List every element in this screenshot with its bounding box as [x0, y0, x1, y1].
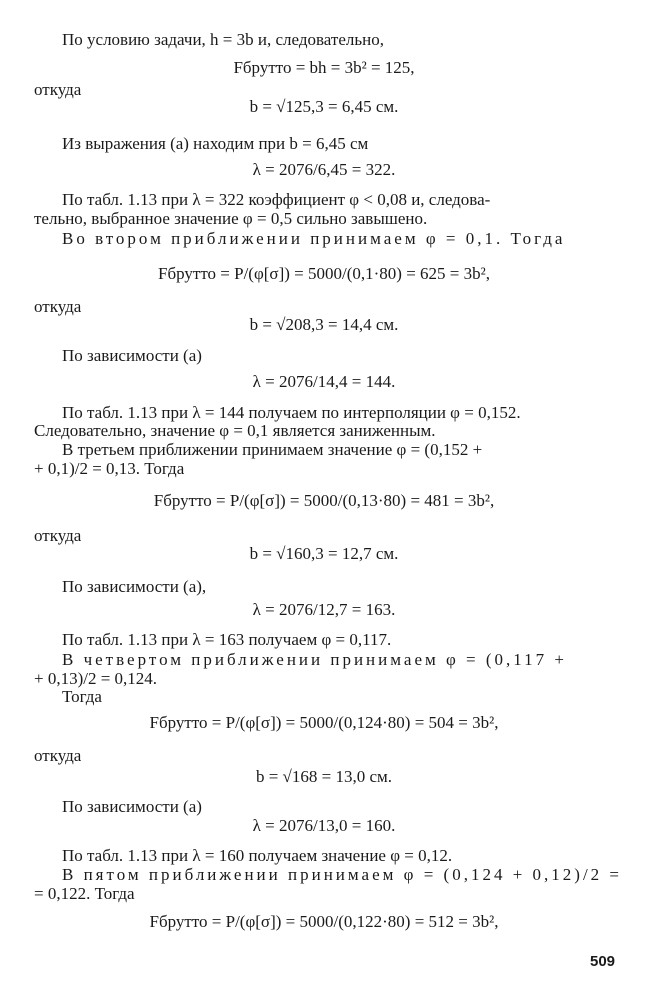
formula: λ = 2076/14,4 = 144. [252, 372, 396, 391]
text-line: В третьем приближении принимаем значение φ = (0,152 + [62, 440, 483, 459]
text-line: По табл. 1.13 при λ = 160 получаем значение φ = 0,12. [62, 846, 453, 865]
text-line: откуда [34, 297, 82, 316]
text-line: откуда [34, 746, 82, 765]
text-line: Из выражения (а) находим при b = 6,45 см [62, 134, 369, 153]
text-line: По зависимости (а) [62, 797, 202, 816]
formula: b = √168 = 13,0 см. [255, 767, 393, 786]
formula: Fбрутто = P/(φ[σ]) = 5000/(0,1·80) = 625 = 3b², [158, 264, 490, 283]
text-line: По табл. 1.13 при λ = 322 коэффициент φ < 0,08 и, следова- [62, 190, 491, 209]
text-line: тельно, выбранное значение φ = 0,5 сильно завышено. [34, 209, 428, 228]
text-line: + 0,13)/2 = 0,124. [34, 669, 158, 688]
text-line: Во втором приближении принимаем φ = 0,1. Тогда [62, 229, 566, 248]
formula: Fбрутто = P/(φ[σ]) = 5000/(0,122·80) = 512 = 3b², [149, 912, 499, 931]
formula: Fбрутто = bh = 3b² = 125, [233, 58, 415, 77]
text-line: + 0,1)/2 = 0,13. Тогда [34, 459, 185, 478]
text-line: В пятом приближении принимаем φ = (0,124 + 0,12)/2 = [62, 865, 623, 884]
formula: b = √208,3 = 14,4 см. [249, 315, 399, 334]
formula: Fбрутто = P/(φ[σ]) = 5000/(0,13·80) = 481 = 3b², [153, 491, 495, 510]
text-line: откуда [34, 80, 82, 99]
text-line: По условию задачи, h = 3b и, следовательно, [62, 30, 384, 49]
formula: λ = 2076/12,7 = 163. [252, 600, 396, 619]
formula: b = √160,3 = 12,7 см. [249, 544, 399, 563]
text-line: Следовательно, значение φ = 0,1 является заниженным. [34, 421, 436, 440]
text-line: По зависимости (а), [62, 577, 207, 596]
text-line: В четвертом приближении принимаем φ = (0,117 + [62, 650, 568, 669]
text-line: По табл. 1.13 при λ = 144 получаем по интерполяции φ = 0,152. [62, 403, 521, 422]
page-number: 509 [590, 953, 616, 970]
text-line: По зависимости (а) [62, 346, 202, 365]
text-line: Тогда [62, 687, 102, 706]
formula: λ = 2076/6,45 = 322. [252, 160, 396, 179]
text-line: По табл. 1.13 при λ = 163 получаем φ = 0,117. [62, 630, 392, 649]
formula: Fбрутто = P/(φ[σ]) = 5000/(0,124·80) = 504 = 3b², [149, 713, 499, 732]
formula: b = √125,3 = 6,45 см. [249, 97, 399, 116]
text-line: = 0,122. Тогда [34, 884, 135, 903]
formula: λ = 2076/13,0 = 160. [252, 816, 396, 835]
text-line: откуда [34, 526, 82, 545]
